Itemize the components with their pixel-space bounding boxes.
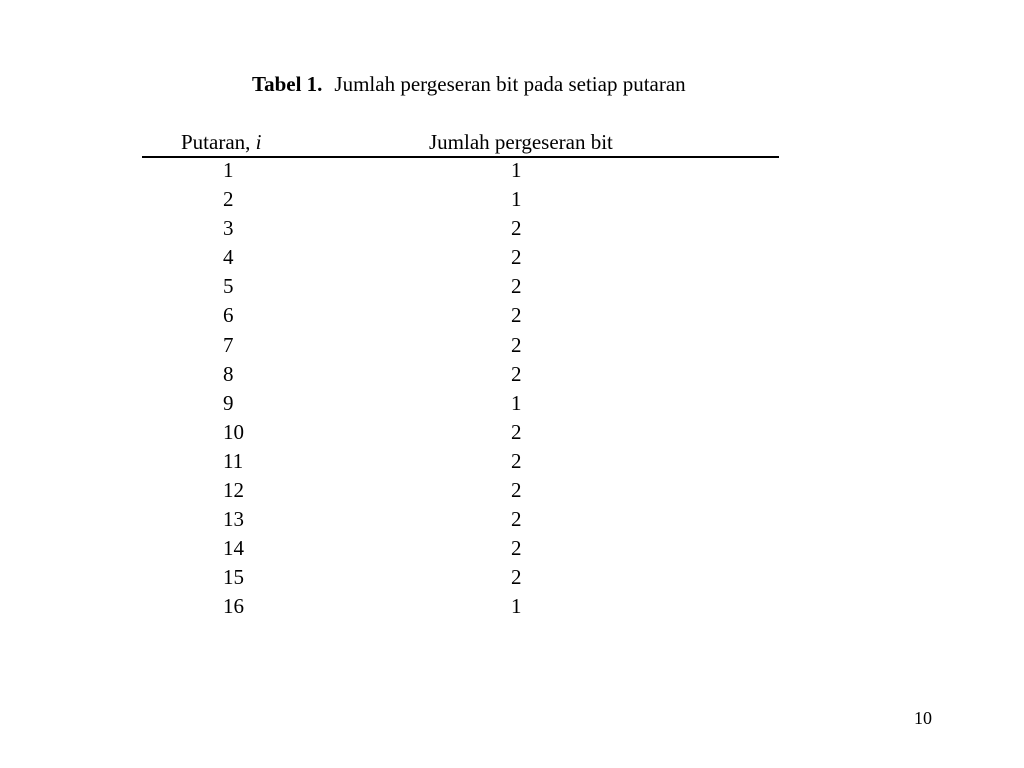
- cell-shift: 2: [511, 507, 522, 532]
- table-row: [0, 389, 1024, 418]
- table-row: [0, 272, 1024, 301]
- cell-round: 12: [223, 478, 244, 503]
- table-row: [0, 360, 1024, 389]
- cell-shift: 2: [511, 419, 522, 444]
- cell-round: 14: [223, 536, 244, 561]
- header-round-text: Putaran,: [181, 130, 256, 154]
- table-row: [0, 534, 1024, 563]
- header-shift: Jumlah pergeseran bit: [429, 130, 613, 154]
- table-row: [0, 476, 1024, 505]
- table-body: [0, 156, 1024, 622]
- cell-shift: 2: [511, 478, 522, 503]
- cell-shift: 2: [511, 274, 522, 299]
- cell-shift: 2: [511, 361, 522, 386]
- table-row: [0, 301, 1024, 330]
- cell-round: 13: [223, 507, 244, 532]
- cell-shift: 2: [511, 565, 522, 590]
- cell-shift: 2: [511, 303, 522, 328]
- cell-shift: 1: [511, 158, 522, 182]
- table-row: [0, 447, 1024, 476]
- table-header-row: [0, 128, 1024, 156]
- cell-round: 7: [223, 332, 234, 357]
- table-caption-label: Tabel 1.: [252, 72, 323, 96]
- table-row: [0, 418, 1024, 447]
- table-caption-text: Jumlah pergeseran bit pada setiap putaran: [334, 72, 686, 96]
- table-row: [0, 243, 1024, 272]
- page-number: 10: [914, 708, 932, 728]
- table-row: [0, 563, 1024, 592]
- cell-round: 16: [223, 594, 244, 619]
- table-row: [0, 214, 1024, 243]
- cell-round: 10: [223, 419, 244, 444]
- cell-round: 11: [223, 448, 244, 473]
- header-round-variable: i: [255, 130, 262, 154]
- cell-shift: 2: [511, 245, 522, 270]
- cell-shift: 1: [511, 594, 522, 619]
- cell-shift: 1: [511, 390, 522, 415]
- header-round: [181, 128, 262, 156]
- cell-shift: 2: [511, 332, 522, 357]
- cell-shift: 2: [511, 448, 522, 473]
- cell-round: 6: [223, 303, 234, 328]
- table-row: [0, 185, 1024, 214]
- cell-round: 4: [223, 245, 234, 270]
- table-row: [0, 592, 1024, 621]
- cell-round: 1: [223, 158, 234, 182]
- cell-round: 5: [223, 274, 234, 299]
- cell-shift: 1: [511, 187, 522, 212]
- cell-round: 8: [223, 361, 234, 386]
- table-row: [0, 505, 1024, 534]
- cell-round: 3: [223, 216, 234, 241]
- cell-shift: 2: [511, 536, 522, 561]
- table-row: [0, 331, 1024, 360]
- table-caption: [252, 70, 686, 98]
- table-row: [0, 156, 1024, 185]
- cell-round: 9: [223, 390, 234, 415]
- cell-round: 15: [223, 565, 244, 590]
- cell-round: 2: [223, 187, 234, 212]
- cell-shift: 2: [511, 216, 522, 241]
